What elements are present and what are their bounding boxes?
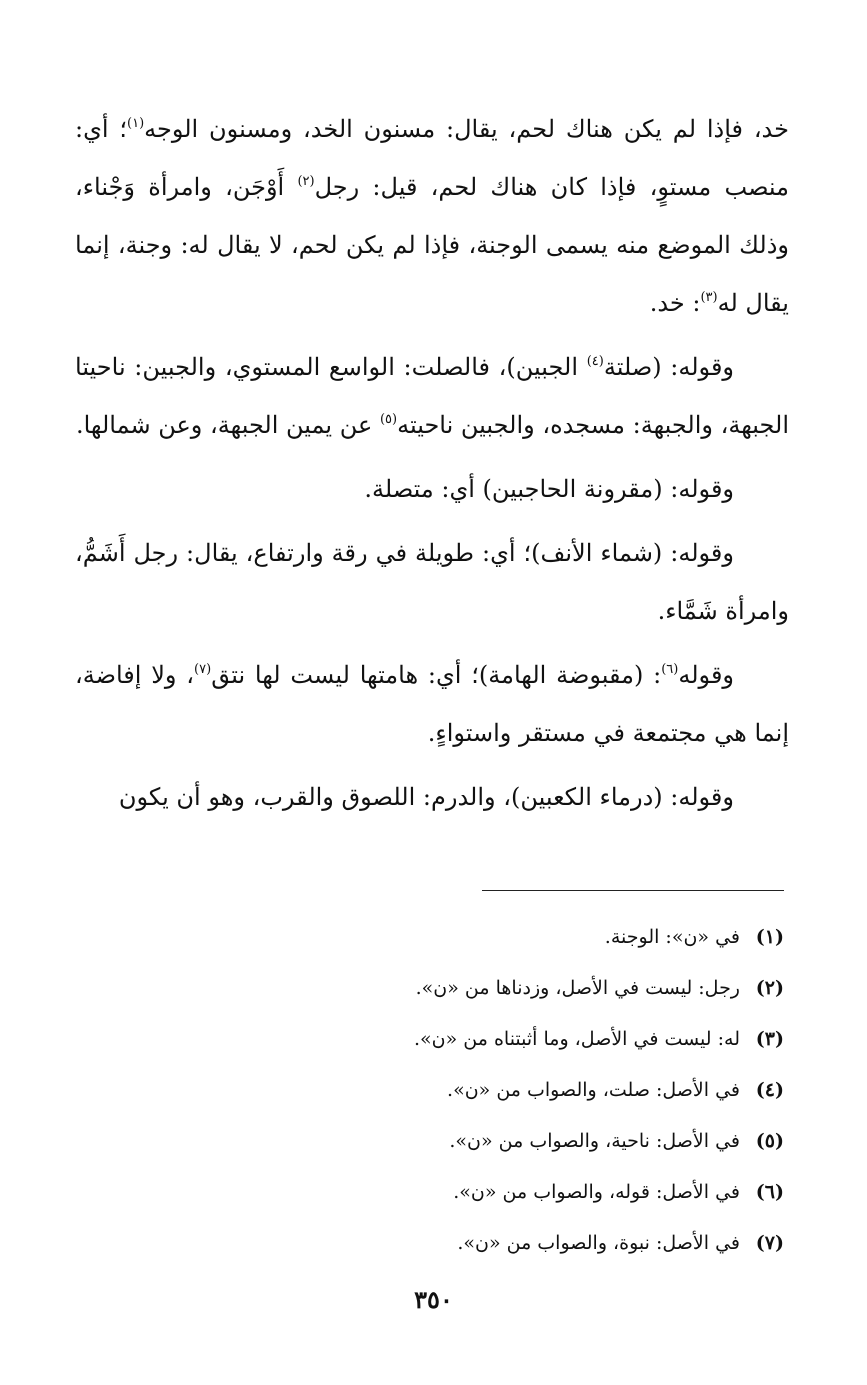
footnote-separator — [482, 890, 784, 891]
text-run: وقوله: (صلتة — [603, 353, 735, 381]
page-number: ٣٥٠ — [414, 1285, 453, 1314]
footnote-number: (٦) — [755, 1181, 784, 1203]
footnote-text: في الأصل: صلت، والصواب من «ن». — [447, 1079, 740, 1101]
footnote-ref: (٥) — [379, 412, 398, 427]
text-run: عن يمين الجبهة، وعن شمالها. — [75, 411, 380, 439]
footnote-ref: (٢) — [297, 174, 315, 189]
footnote-5 — [75, 1116, 784, 1167]
footnote-number: (١) — [755, 926, 784, 948]
paragraph-4: وقوله: (شماء الأنف)؛ أي: طويلة في رقة وارتفاع، يقال: رجل أَشَمُّ، وامرأة شَمَّاء. — [75, 539, 789, 625]
footnote-number: (٥) — [755, 1130, 784, 1152]
footnotes — [75, 912, 784, 1269]
footnote-text: في «ن»: الوجنة. — [604, 926, 740, 948]
text-run: خد، فإذا لم يكن هناك لحم، يقال: مسنون الخد، ومسنون الوجه — [144, 115, 789, 143]
footnote-4 — [75, 1065, 784, 1116]
footnote-number: (٤) — [755, 1079, 784, 1101]
text-run: : (مقبوضة الهامة)؛ أي: هامتها ليست لها نتق — [211, 661, 662, 689]
footnote-ref: (٣) — [700, 290, 718, 305]
footnote-text: رجل: ليست في الأصل، وزدناها من «ن». — [415, 977, 740, 999]
footnote-1 — [75, 912, 784, 963]
text-run: : خد. — [649, 289, 701, 317]
footnote-text: له: ليست في الأصل، وما أثبتناه من «ن». — [413, 1028, 740, 1050]
footnote-text: في الأصل: ناحية، والصواب من «ن». — [449, 1130, 740, 1152]
footnote-6 — [75, 1167, 784, 1218]
footnote-ref: (٤) — [586, 354, 604, 369]
main-text — [75, 100, 789, 832]
paragraph-6: وقوله: (درماء الكعبين)، والدرم: اللصوق والقرب، وهو أن يكون — [118, 783, 734, 811]
paragraph-3: وقوله: (مقرونة الحاجبين) أي: متصلة. — [364, 475, 734, 503]
footnote-ref: (٦) — [661, 662, 679, 677]
footnote-text: في الأصل: نبوة، والصواب من «ن». — [457, 1232, 740, 1254]
footnote-number: (٢) — [755, 977, 784, 999]
text-run: ؛ أي: منصب مستوٍ، فإذا كان هناك لحم، قيل: رجل — [75, 115, 789, 201]
paragraph-2 — [75, 338, 789, 454]
text-run: ، ولا إفاضة، إنما هي مجتمعة في مستقر واستواءٍ. — [75, 661, 789, 747]
footnote-number: (٣) — [755, 1028, 784, 1050]
footnote-ref: (٧) — [194, 662, 212, 677]
paragraph-5 — [75, 646, 789, 762]
footnote-text: في الأصل: قوله، والصواب من «ن». — [453, 1181, 740, 1203]
text-run: الجبين)، فالصلت: الواسع المستوي، والجبين: ناحيتا الجبهة، والجبهة: مسجده، والجبين ناحيته — [75, 353, 789, 439]
footnote-ref: (١) — [127, 116, 145, 131]
footnote-2 — [75, 963, 784, 1014]
footnote-3 — [75, 1014, 784, 1065]
text-run: وقوله — [678, 661, 734, 689]
footnote-number: (٧) — [755, 1232, 784, 1254]
paragraph-1 — [75, 100, 789, 332]
text-run: أَوْجَن، وامرأة وَجْناء، وذلك الموضع منه يسمى الوجنة، فإذا لم يكن لحم، لا يقال له: وجنة، إنما يقال له — [75, 173, 789, 317]
footnote-7 — [75, 1218, 784, 1269]
